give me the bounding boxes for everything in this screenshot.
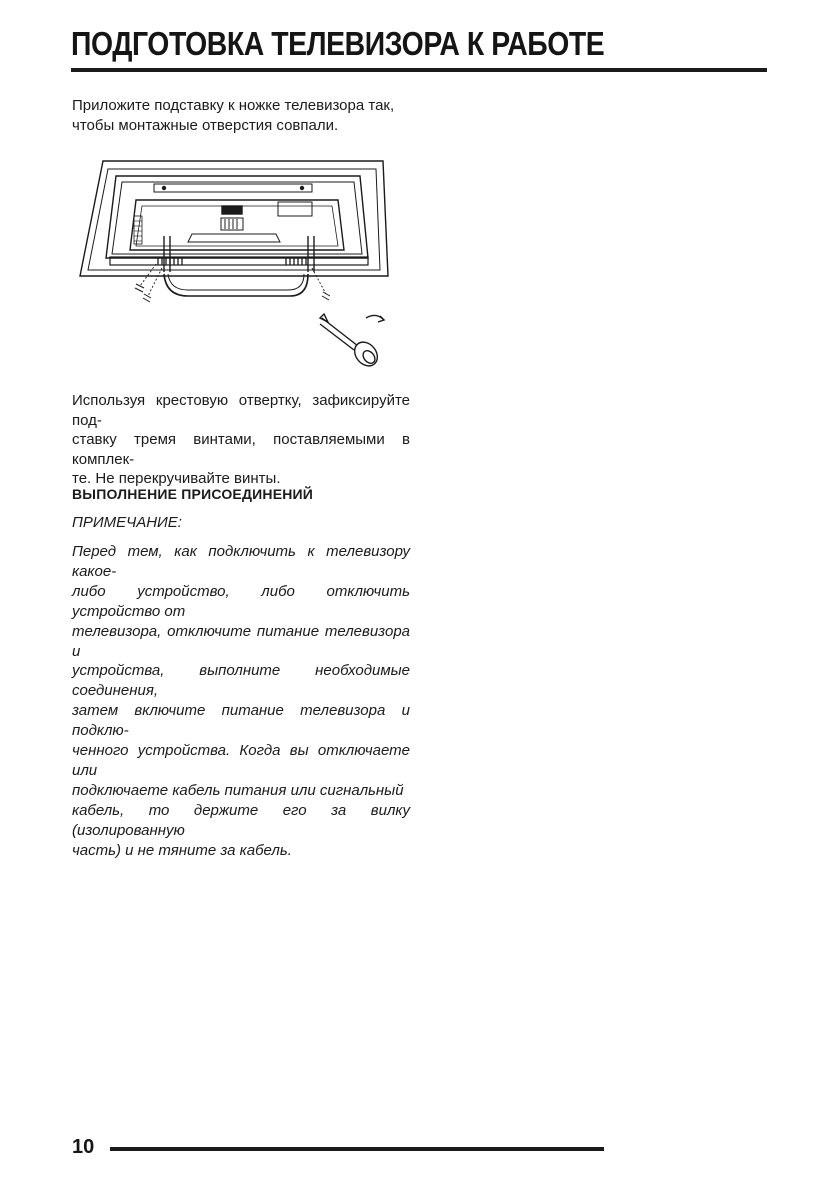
note-label: ПРИМЕЧАНИЕ: (72, 514, 182, 531)
page-number: 10 (72, 1136, 95, 1158)
connections-heading: ВЫПОЛНЕНИЕ ПРИСОЕДИНЕНИЙ (72, 486, 314, 502)
page-title: ПОДГОТОВКА ТЕЛЕВИЗОРА К РАБОТЕ (71, 25, 605, 62)
tv-stand-mounting-illustration (76, 158, 396, 373)
screw-fix-instruction: Используя крестовую отвертку, зафиксируйте под- ставку тремя винтами, поставляемыми в комплек- те. Не перекручивайте винты. (72, 392, 410, 487)
title-divider (71, 68, 767, 72)
note-text: Перед тем, как подключить к телевизору какое- либо устройство, либо отключить устройство от телевизора, отключите питание телевизора и устройства, выполните необходимые соединения, затем включите питание телевизора и подклю- ченного устройства. Когда вы отключаете или подключаете кабель питания или сигнальный кабель, то держите его за вилку (изолированную часть) и не тяните за кабель. (72, 543, 410, 859)
stand-attach-instruction: Приложите подставку к ножке телевизора так, чтобы монтажные отверстия совпали. (72, 97, 395, 134)
footer-divider (110, 1147, 604, 1151)
